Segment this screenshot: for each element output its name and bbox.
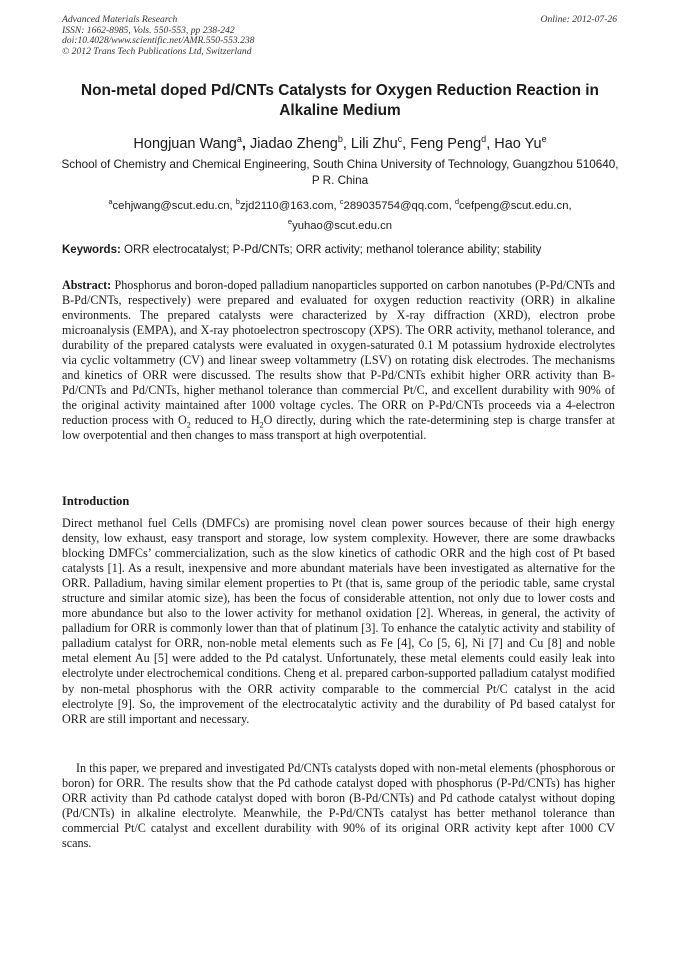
author-separator: , xyxy=(241,135,250,152)
email-address[interactable]: 289035754@qq.com xyxy=(343,199,449,212)
issn-line: ISSN: 1662-8985, Vols. 550-553, pp 238-242 xyxy=(62,24,235,36)
author-4 xyxy=(410,136,494,152)
abstract-text: reduced to H xyxy=(190,413,260,428)
author-name: Jiadao Zheng xyxy=(249,135,338,152)
subscript: 2 xyxy=(259,420,264,430)
author-name: Hao Yu xyxy=(494,135,542,152)
abstract-text: Phosphorus and boron-doped palladium nanoparticles supported on carbon nanotubes (P-Pd/CNTs and B-Pd/CNTs, respectively) were prepared and evaluated for oxygen reduction reactivity (ORR) in alkaline environments. The prepared catalysts were characterized by X-ray diffraction (XRD), electron probe microanalysis (EMPA), and X-ray photoelectron spectroscopy (XPS). The ORR activity, methanol tolerance, and durability of the prepared catalysts were evaluated in oxygen-saturated 0.1 M potassium hydroxide electrolytes via cyclic voltammetry (CV) and linear sweep voltammetry (LSV) on rotating disk electrodes. The mechanisms and kinetics of ORR were discussed. The results show that P-Pd/CNTs exhibit higher ORR activity than B-Pd/CNTs and Pd/CNTs, higher methanol tolerance than commercial Pt/C, and excellent durability with 90% of the original activity maintained after 1000 voltage cycles. The ORR on P-Pd/CNTs proceeds via a 4-electron reduction process with O xyxy=(62,278,615,428)
doi-line: doi:10.4028/www.scientific.net/AMR.550-553.238 xyxy=(62,35,255,47)
email-mark: c xyxy=(339,197,344,206)
copyright-line: © 2012 Trans Tech Publications Ltd, Switzerland xyxy=(62,45,252,57)
author-separator: , xyxy=(402,135,411,152)
introduction-paragraph-2: In this paper, we prepared and investigated Pd/CNTs catalysts doped with non-metal elements (phosphorous or boron) for ORR. The results show that the Pd cathode catalyst doped with phosphorus (P-Pd/CNTs) has higher ORR activity than Pd cathode catalyst doped with boron (B-Pd/CNTs) and Pd cathode catalyst without doping (Pd/CNTs) in alkaline electrolyte. Meanwhile, the P-Pd/CNTs catalyst has better methanol tolerance than commercial Pt/C catalyst and excellent durability with 90% of its original ORR activity kept after 1000 CV scans. xyxy=(62,761,615,851)
author-affil-mark: c xyxy=(397,134,403,144)
author-affil-mark: b xyxy=(337,134,343,144)
introduction-paragraph-1: Direct methanol fuel Cells (DMFCs) are promising novel clean power sources because of their high energy density, low exhaust, easy transport and storage, low system complexity. However, there are some drawbacks blocking DMFCs’ commercialization, such as the slow kinetics of cathodic ORR and the high cost of Pt based catalysts [1]. As a result, inexpensive and more abundant materials have been investigated as alternative for the ORR. Palladium, having similar element properties to Pt (that is, same group of the periodic table, same crystal structure and similar atomic size), has been the focus of considerable attention, not only due to lower costs and more abundance but also to the lower activity for methanol oxidation [2]. Whereas, in general, the activity of palladium for ORR is commonly lower than that of platinum [3]. To enhance the catalytic activity and stability of palladium catalyst for ORR, non-noble metal elements such as Fe [4], Co [5, 6], Ni [7] and Cu [8] and noble metal element Au [5] were added to the Pd catalyst. Unfortunately, these metal elements could easily leak into electrolyte under electrochemical conditions. Cheng et al. prepared carbon-supported palladium catalyst modified by non-metal phosphorus with the ORR activity comparable to the commercial Pt/C catalyst in the acid electrolyte [9]. So, the improvement of the electrocatalytic activity and the durability of Pd based catalyst for ORR are still important and necessary. xyxy=(62,516,615,726)
author-list xyxy=(60,130,620,153)
email-separator: , xyxy=(333,199,340,212)
author-5 xyxy=(494,136,546,152)
email-list xyxy=(60,194,620,234)
keywords-label: Keywords: xyxy=(62,244,121,256)
journal-header xyxy=(62,15,617,57)
email-separator: , xyxy=(568,199,572,212)
introduction-heading: Introduction xyxy=(62,494,130,508)
author-2 xyxy=(250,136,351,152)
paper-title: Non-metal doped Pd/CNTs Catalysts for Oxygen Reduction Reaction in Alkaline Medium xyxy=(81,82,599,119)
email-separator: , xyxy=(229,199,236,212)
author-name: Feng Peng xyxy=(410,135,482,152)
email-address[interactable]: cefpeng@scut.edu.cn xyxy=(459,199,569,212)
email-address[interactable]: zjd2110@163.com xyxy=(239,199,334,212)
email-mark: e xyxy=(287,216,293,226)
email-3[interactable] xyxy=(339,197,455,212)
author-affil-mark: e xyxy=(541,134,547,144)
author-1 xyxy=(133,136,250,152)
journal-name: Advanced Materials Research xyxy=(62,14,178,25)
author-separator: , xyxy=(342,135,351,152)
email-separator: , xyxy=(448,199,455,212)
keywords-text: ORR electrocatalyst; P-Pd/CNTs; ORR activity; methanol tolerance ability; stability xyxy=(124,244,542,256)
author-separator: , xyxy=(486,135,495,152)
email-mark: b xyxy=(235,197,240,206)
abstract-label: Abstract: xyxy=(62,278,112,292)
author-affil-mark: a xyxy=(236,134,242,144)
abstract-text: O directly, during which the rate-determining step is charge transfer at low overpotential and then changes to mass transport at high overpotential. xyxy=(62,413,615,443)
online-date: Online: 2012-07-26 xyxy=(540,14,617,25)
email-address[interactable]: yuhao@scut.edu.cn xyxy=(292,219,393,232)
author-name: Hongjuan Wang xyxy=(133,135,237,152)
email-mark: d xyxy=(454,197,460,206)
email-5[interactable] xyxy=(287,216,393,232)
email-2[interactable] xyxy=(235,197,340,212)
subscript: 2 xyxy=(186,420,191,430)
email-mark: a xyxy=(108,197,113,206)
abstract xyxy=(62,278,615,444)
author-3 xyxy=(351,136,410,152)
affiliation: School of Chemistry and Chemical Engineering, South China University of Technology, Guangzhou 510640, P R. China xyxy=(61,158,619,187)
email-4[interactable] xyxy=(454,197,572,212)
email-1[interactable] xyxy=(108,197,236,212)
keywords xyxy=(62,243,618,258)
author-name: Lili Zhu xyxy=(350,135,398,152)
author-affil-mark: d xyxy=(481,134,487,144)
email-address[interactable]: cehjwang@scut.edu.cn xyxy=(112,199,230,212)
